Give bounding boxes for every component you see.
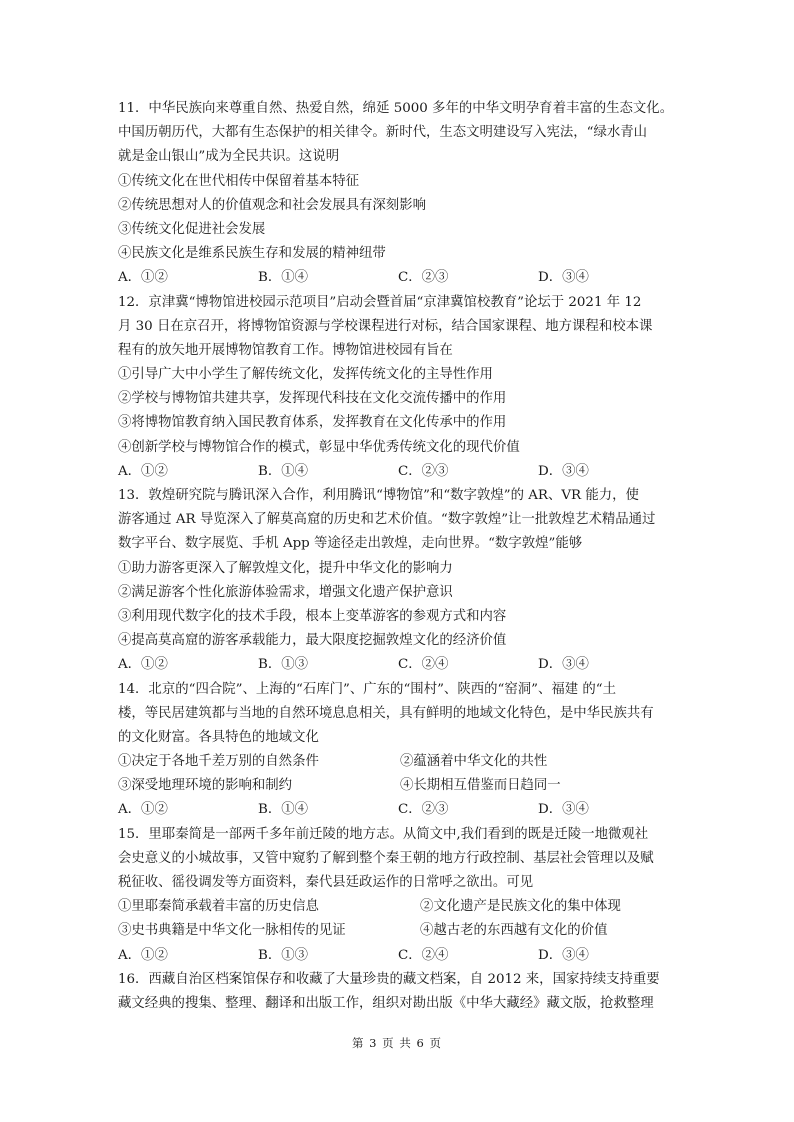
question-stem-line: 12．京津冀“博物馆进校园示范项目”启动会暨首届“京津冀馆校教育”论坛于 2021 年 12	[118, 294, 642, 310]
option-b: B．①④	[258, 270, 309, 286]
option-d: D．③④	[538, 270, 589, 286]
statement-item: ②文化遗产是民族文化的集中体现	[420, 899, 621, 915]
answer-options	[118, 460, 678, 484]
option-c: C．②③	[398, 463, 449, 479]
question-stem-line: 14．北京的“四合院”、上海的“石库门”、广东的“围村”、陕西的“窑洞”、福建 的“土	[118, 681, 617, 697]
option-d: D．③④	[538, 802, 589, 818]
statement-item: ④创新学校与博物馆合作的模式，彰显中华优秀传统文化的现代价值	[118, 439, 520, 455]
question-stem-line: 中国历朝历代，大都有生态保护的相关律令。新时代，生态文明建设写入宪法，“绿水青山	[118, 125, 648, 141]
question-11	[118, 97, 678, 291]
option-a: A．①②	[118, 270, 168, 286]
option-d: D．③④	[538, 947, 589, 963]
question-stem-line: 11．中华民族向来尊重自然、热爱自然，绵延 5000 多年的中华文明孕育着丰富的生态文化。	[118, 101, 674, 116]
option-d: D．③④	[538, 657, 589, 673]
question-stem-line: 税征收、徭役调发等方面资料，秦代县廷政运作的日常呼之欲出。可见	[118, 875, 534, 890]
option-b: B．①③	[258, 947, 309, 963]
statement-item: ③传统文化促进社会发展	[118, 221, 266, 237]
question-stem-line: 藏文经典的搜集、整理、翻译和出版工作，组织对勘出版《中华大藏经》藏文版，抢救整理	[118, 995, 654, 1011]
question-stem-line: 15．里耶秦简是一部两千多年前迁陵的地方志。从简文中,我们看到的既是迁陵一地微观社	[118, 826, 649, 842]
question-15	[118, 823, 678, 968]
option-c: C．②③	[398, 802, 449, 818]
option-c: C．②④	[398, 657, 449, 673]
answer-options	[118, 944, 678, 968]
option-a: A．①②	[118, 657, 168, 673]
statement-item: ④长期相互借鉴而日趋同一	[400, 778, 561, 794]
statement-item: ②传统思想对人的价值观念和社会发展具有深刻影响	[118, 197, 426, 213]
option-a: A．①②	[118, 463, 168, 479]
answer-options	[118, 798, 678, 822]
question-12	[118, 291, 678, 485]
statement-item: ③利用现代数字化的技术手段，根本上变革游客的参观方式和内容	[118, 608, 507, 624]
statement-item: ④民族文化是维系民族生存和发展的精神纽带	[118, 246, 386, 262]
question-stem-line: 就是金山银山”成为全民共识。这说明	[118, 149, 340, 165]
statement-item: ④越古老的东西越有文化的价值	[420, 923, 608, 939]
question-stem-line: 的文化财富。各具特色的地域文化	[118, 729, 319, 745]
option-b: B．①④	[258, 463, 309, 479]
statement-item: ①传统文化在世代相传中保留着基本特征	[118, 173, 360, 189]
question-sheet	[118, 97, 678, 1016]
statement-item: ②蕴涵着中华文化的共性	[400, 754, 548, 770]
statement-pair	[118, 895, 678, 919]
statement-item: ②满足游客个性化旅游体验需求，增强文化遗产保护意识	[118, 584, 453, 600]
question-stem-line: 楼，等民居建筑都与当地的自然环境息息相关，具有鲜明的地域文化特色，是中华民族共有	[118, 705, 654, 721]
statement-item: ④提高莫高窟的游客承载能力，最大限度挖掘敦煌文化的经济价值	[118, 633, 507, 649]
question-stem-line: 程有的放矢地开展博物馆教育工作。博物馆进校园有旨在	[118, 342, 453, 358]
question-16	[118, 968, 678, 1016]
statement-pair	[118, 774, 678, 798]
statement-pair	[118, 919, 678, 943]
question-stem-line: 游客通过 AR 导览深入了解莫高窟的历史和艺术价值。“数字敦煌”让一批敦煌艺术精品通过	[118, 512, 656, 528]
answer-options	[118, 266, 678, 290]
option-b: B．①④	[258, 802, 309, 818]
option-a: A．①②	[118, 947, 168, 963]
question-stem-line: 数字平台、数字展览、手机 App 等途径走出敦煌，走向世界。“数字敦煌”能够	[118, 536, 583, 552]
question-stem-line: 会史意义的小城故事，又管中窥豹了解到整个秦王朝的地方行政控制、基层社会管理以及赋	[118, 850, 654, 866]
statement-pair	[118, 750, 678, 774]
answer-options	[118, 653, 678, 677]
statement-item: ③深受地理环境的影响和制约	[118, 778, 293, 794]
statement-item: ①引导广大中小学生了解传统文化，发挥传统文化的主导性作用	[118, 367, 493, 383]
statement-item: ①助力游客更深入了解敦煌文化，提升中华文化的影响力	[118, 560, 453, 576]
option-c: C．②③	[398, 270, 449, 286]
question-stem-line: 13．敦煌研究院与腾讯深入合作，利用腾讯“博物馆”和“数字敦煌”的 AR、VR 能力，使	[118, 488, 639, 503]
statement-item: ③史书典籍是中华文化一脉相传的见证	[118, 923, 346, 939]
statement-item: ③将博物馆教育纳入国民教育体系，发挥教育在文化传承中的作用	[118, 415, 507, 431]
option-c: C．②④	[398, 947, 449, 963]
option-d: D．③④	[538, 463, 589, 479]
statement-item: ①里耶秦简承载着丰富的历史信息	[118, 899, 319, 915]
option-a: A．①②	[118, 802, 168, 818]
question-stem-line: 月 30 日在京召开，将博物馆资源与学校课程进行对标，结合国家课程、地方课程和校本课	[118, 318, 653, 334]
question-13	[118, 484, 678, 678]
option-b: B．①③	[258, 657, 309, 673]
question-14	[118, 678, 678, 823]
statement-item: ①决定于各地千差万别的自然条件	[118, 754, 319, 770]
statement-item: ②学校与博物馆共建共享，发挥现代科技在文化交流传播中的作用	[118, 391, 507, 407]
page-number-footer: 第 3 页 共 6 页	[352, 1036, 442, 1050]
question-stem-line: 16．西藏自治区档案馆保存和收藏了大量珍贵的藏文档案，自 2012 来，国家持续支持重要	[118, 971, 660, 987]
